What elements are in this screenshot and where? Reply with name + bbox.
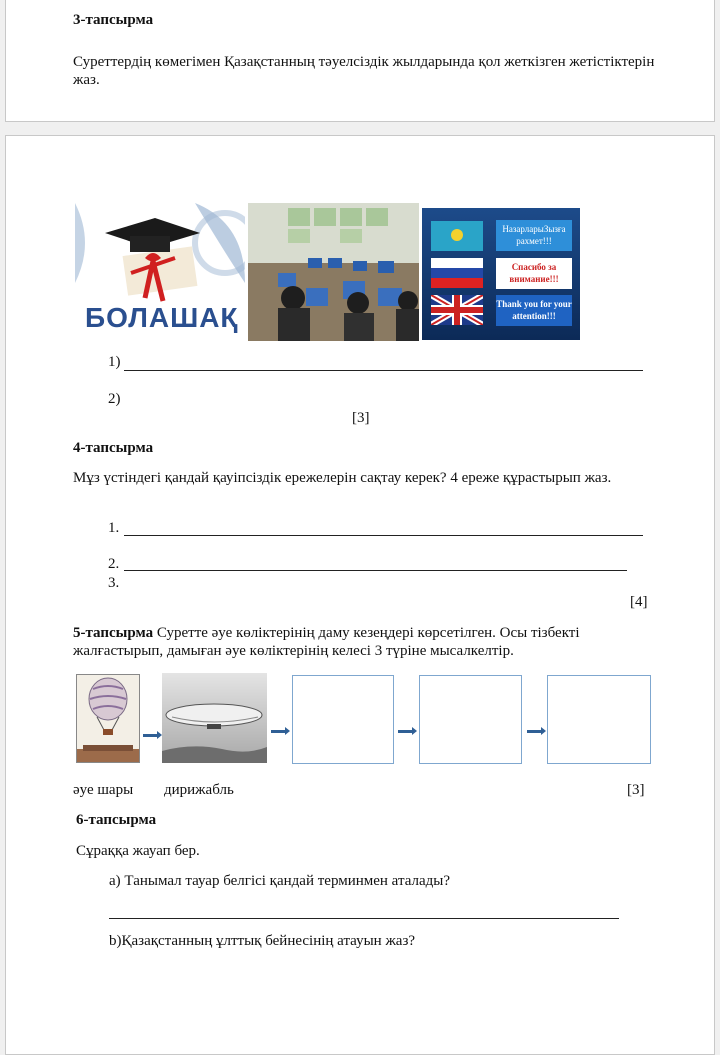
task6-answer-a-line[interactable]	[109, 918, 619, 919]
task4-title: 4-тапсырма	[73, 440, 154, 456]
thanks-english: Thank you for your attention!!!	[496, 295, 572, 326]
arrow-icon	[143, 734, 159, 737]
task4-score: [4]	[630, 594, 648, 610]
task4-answer-2-label: 2.	[108, 556, 120, 572]
task4-answer-3-label: 3.	[108, 575, 120, 591]
task5-text-block	[73, 624, 653, 660]
page-1	[5, 0, 715, 122]
arrow-icon	[271, 730, 287, 733]
task5-text: Суретте әуе көліктерінің даму кезеңдері көрсетілген. Осы тізбекті жалғастырып, дамыған әуе көліктерінің келесі 3 түріне мысалкелтір.	[73, 625, 580, 659]
task4-answer-2-line[interactable]	[124, 570, 627, 571]
task3-title: 3-тапсырма	[73, 12, 154, 28]
task6-title: 6-тапсырма	[76, 812, 157, 828]
computer-class-image	[248, 203, 419, 341]
air-balloon-image	[76, 674, 140, 763]
uk-flag-icon	[431, 295, 483, 325]
kazakhstan-flag-icon	[431, 221, 483, 251]
airship-image	[162, 673, 267, 763]
task4-answer-1-line[interactable]	[124, 535, 643, 536]
russia-flag-icon	[431, 258, 483, 288]
task3-answer-2-label: 2)	[108, 391, 121, 407]
arrow-icon	[527, 730, 543, 733]
task4-answer-1-label: 1.	[108, 520, 120, 536]
bolashak-image	[75, 203, 245, 338]
thanks-russian: Спасибо за внимание!!!	[496, 258, 572, 289]
task6-question-a: а) Танымал тауар белгісі қандай терминмен аталады?	[109, 873, 450, 889]
page-2	[5, 135, 715, 1055]
arrow-icon	[398, 730, 414, 733]
bolashak-logo-text: БОЛАШАҚ	[85, 302, 239, 333]
task3-score: [3]	[352, 410, 370, 426]
balloon-label: әуе шары	[73, 782, 134, 798]
task4-text: Мұз үстіндегі қандай қауіпсіздік ережелерін сақтау керек? 4 ереже құрастырып жаз.	[73, 470, 612, 486]
answer-box-3[interactable]	[547, 675, 651, 764]
task6-question-b: b)Қазақстанның ұлттық бейнесінің атауын жаз?	[109, 933, 416, 949]
task3-answer-1-line[interactable]	[124, 370, 643, 371]
task5-score: [3]	[627, 782, 645, 798]
task5-title: 5-тапсырма	[73, 625, 154, 641]
airship-label: дирижабль	[164, 782, 234, 798]
answer-box-2[interactable]	[419, 675, 522, 764]
thanks-slide-image	[422, 208, 580, 340]
answer-box-1[interactable]	[292, 675, 394, 764]
task3-answer-1-label: 1)	[108, 354, 121, 370]
task3-text: Суреттердің көмегімен Қазақстанның тәуелсіздік жылдарында қол жеткізген жетістіктерін жаз.	[73, 54, 655, 88]
task6-intro: Сұраққа жауап бер.	[76, 843, 200, 859]
thanks-kazakh: НазарларыЗызға рахмет!!!	[496, 220, 572, 251]
